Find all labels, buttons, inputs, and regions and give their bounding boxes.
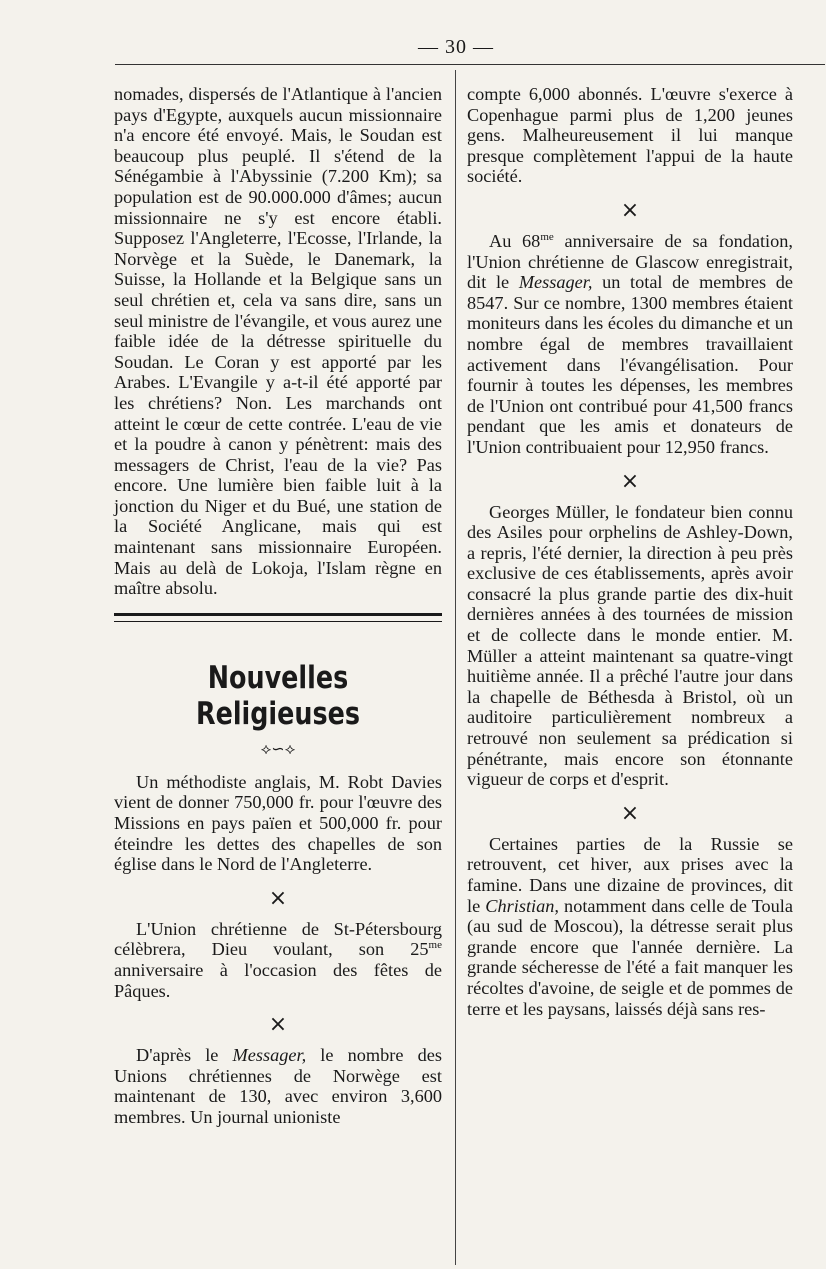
journal-name: Messager,: [518, 272, 593, 293]
right-column: [467, 84, 793, 1019]
news-item-muller: Georges Müller, le fondateur bien connu des Asiles pour orphelins de Ashley-Down, a repris, l'été dernier, la direction à peu près exclusive de ces établissements, après avoir consacré la plus grande partie des dix-huit dernières années à des tournées de mission et de collecte dans le monde entier. M. Müller a atteint maintenant sa quatre-vingt huitième année. Il a prêché l'autre jour dans la chapelle de Béthesda à Bristol, où un auditoire particulièrement nombreux a retrouvé non seulement sa prédication si pénétrante, mais encore son étonnante vigueur de corps et d'esprit.: [467, 501, 793, 790]
news-item-russie: Certaines parties de la Russie se retrouvent, cet hiver, aux prises avec la famine. Dans une dizaine de provinces, dit le Christian, notamment dans celle de Toula (au sud de Moscou), la détresse serait plus grande encore que l'année dernière. La grande sécheresse de l'été a fait manquer les récoltes d'avoine, de seigle et de pommes de terre et les paysans, laissés déjà sans res-: [467, 833, 793, 1019]
separator-cross-icon: ×: [268, 1012, 288, 1038]
separator-cross-icon: ×: [268, 885, 288, 911]
journal-name: Christian,: [485, 895, 559, 916]
journal-name: Messager,: [232, 1045, 307, 1066]
right-continuation-paragraph: compte 6,000 abonnés. L'œuvre s'exerce à Copenhague parmi plus de 1,200 jeunes gens. Malheureusement il lui manque presque complètement l'appui de la haute société.: [467, 84, 793, 187]
ordinal-suffix: me: [428, 939, 442, 952]
left-continuation-paragraph: nomades, dispersés de l'Atlantique à l'ancien pays d'Egypte, auxquels aucun missionnaire n'a encore été envoyé. Mais, le Soudan est beaucoup plus peuplé. Il s'étend de la Sénégambie à l'Abyssinie (7.200 Km); sa population est de 90.000.000 d'âmes; aucun missionnaire ne s'y est encore établi. Supposez l'Angleterre, l'Ecosse, l'Irlande, la Norvège et la Suède, le Danemark, la Suisse, la Hollande et la Belgique sans un seul chrétien et, cela va sans dire, sans un seul ministre de l'évangile, et vous aurez une faible idée de la détresse spirituelle du Soudan. Le Coran y est apporté par les Arabes. L'Evangile y a-t-il été apporté par les chrétiens? Non. Les marchands ont atteint le cœur de cette contrée. L'eau de vie et la poudre à canon y pénètrent: mais des messagers de Christ, l'eau de la vie? Pas encore. Une lumière bien faible luit à la jonction du Niger et du Bué, une station de la Société Anglicane, mais qui est maintenant sans missionnaire Européen. Mais au delà de Lokoja, l'Islam règne en maître absolu.: [114, 84, 442, 599]
header-rule: [115, 64, 825, 65]
news-item-glascow: Au $68^{me}$ anniversaire de sa fondation, l'Union chrétienne de Glascow enregistrait, dit le Messager, un total de membres de 8547. Sur ce nombre, 1300 membres étaient moniteurs dans les écoles du dimanche et un nombre égal de membres travaillaient activement dans l'évangélisation. Pour fournir à toutes les dépenses, les membres de l'Union ont contribué pour 41,500 francs pendant que les amis et donateurs de l'Union contribuaient pour 12,950 francs.: [467, 230, 793, 457]
separator-cross-icon: ×: [620, 197, 640, 223]
news-item-davies: Un méthodiste anglais, M. Robt Davies vient de donner 750,000 fr. pour l'œuvre des Missions en pays païen et 500,000 fr. pour éteindre les dettes des chapelles de son église dans le Nord de l'Angleterre.: [114, 771, 442, 875]
left-column: [114, 84, 442, 1128]
ordinal-suffix: me: [540, 230, 554, 243]
separator-cross-icon: ×: [620, 800, 640, 826]
separator-cross-icon: ×: [620, 468, 640, 494]
section-double-rule: [114, 613, 442, 622]
ornament-icon: ⟡∽⟡: [260, 738, 296, 758]
page-number: — 30 —: [418, 36, 494, 58]
column-divider: [455, 70, 456, 1265]
section-title: Nouvelles Religieuses: [196, 659, 360, 732]
news-item-st-petersbourg: L'Union chrétienne de St-Pétersbourg célèbrera, Dieu voulant, son $25^{me}$ anniversaire à l'occasion des fêtes de Pâques.: [114, 918, 442, 1001]
news-item-norwege: D'après le Messager, le nombre des Unions chrétiennes de Norwège est maintenant de 130, avec environ 3,600 membres. Un journal unioniste: [114, 1045, 442, 1127]
